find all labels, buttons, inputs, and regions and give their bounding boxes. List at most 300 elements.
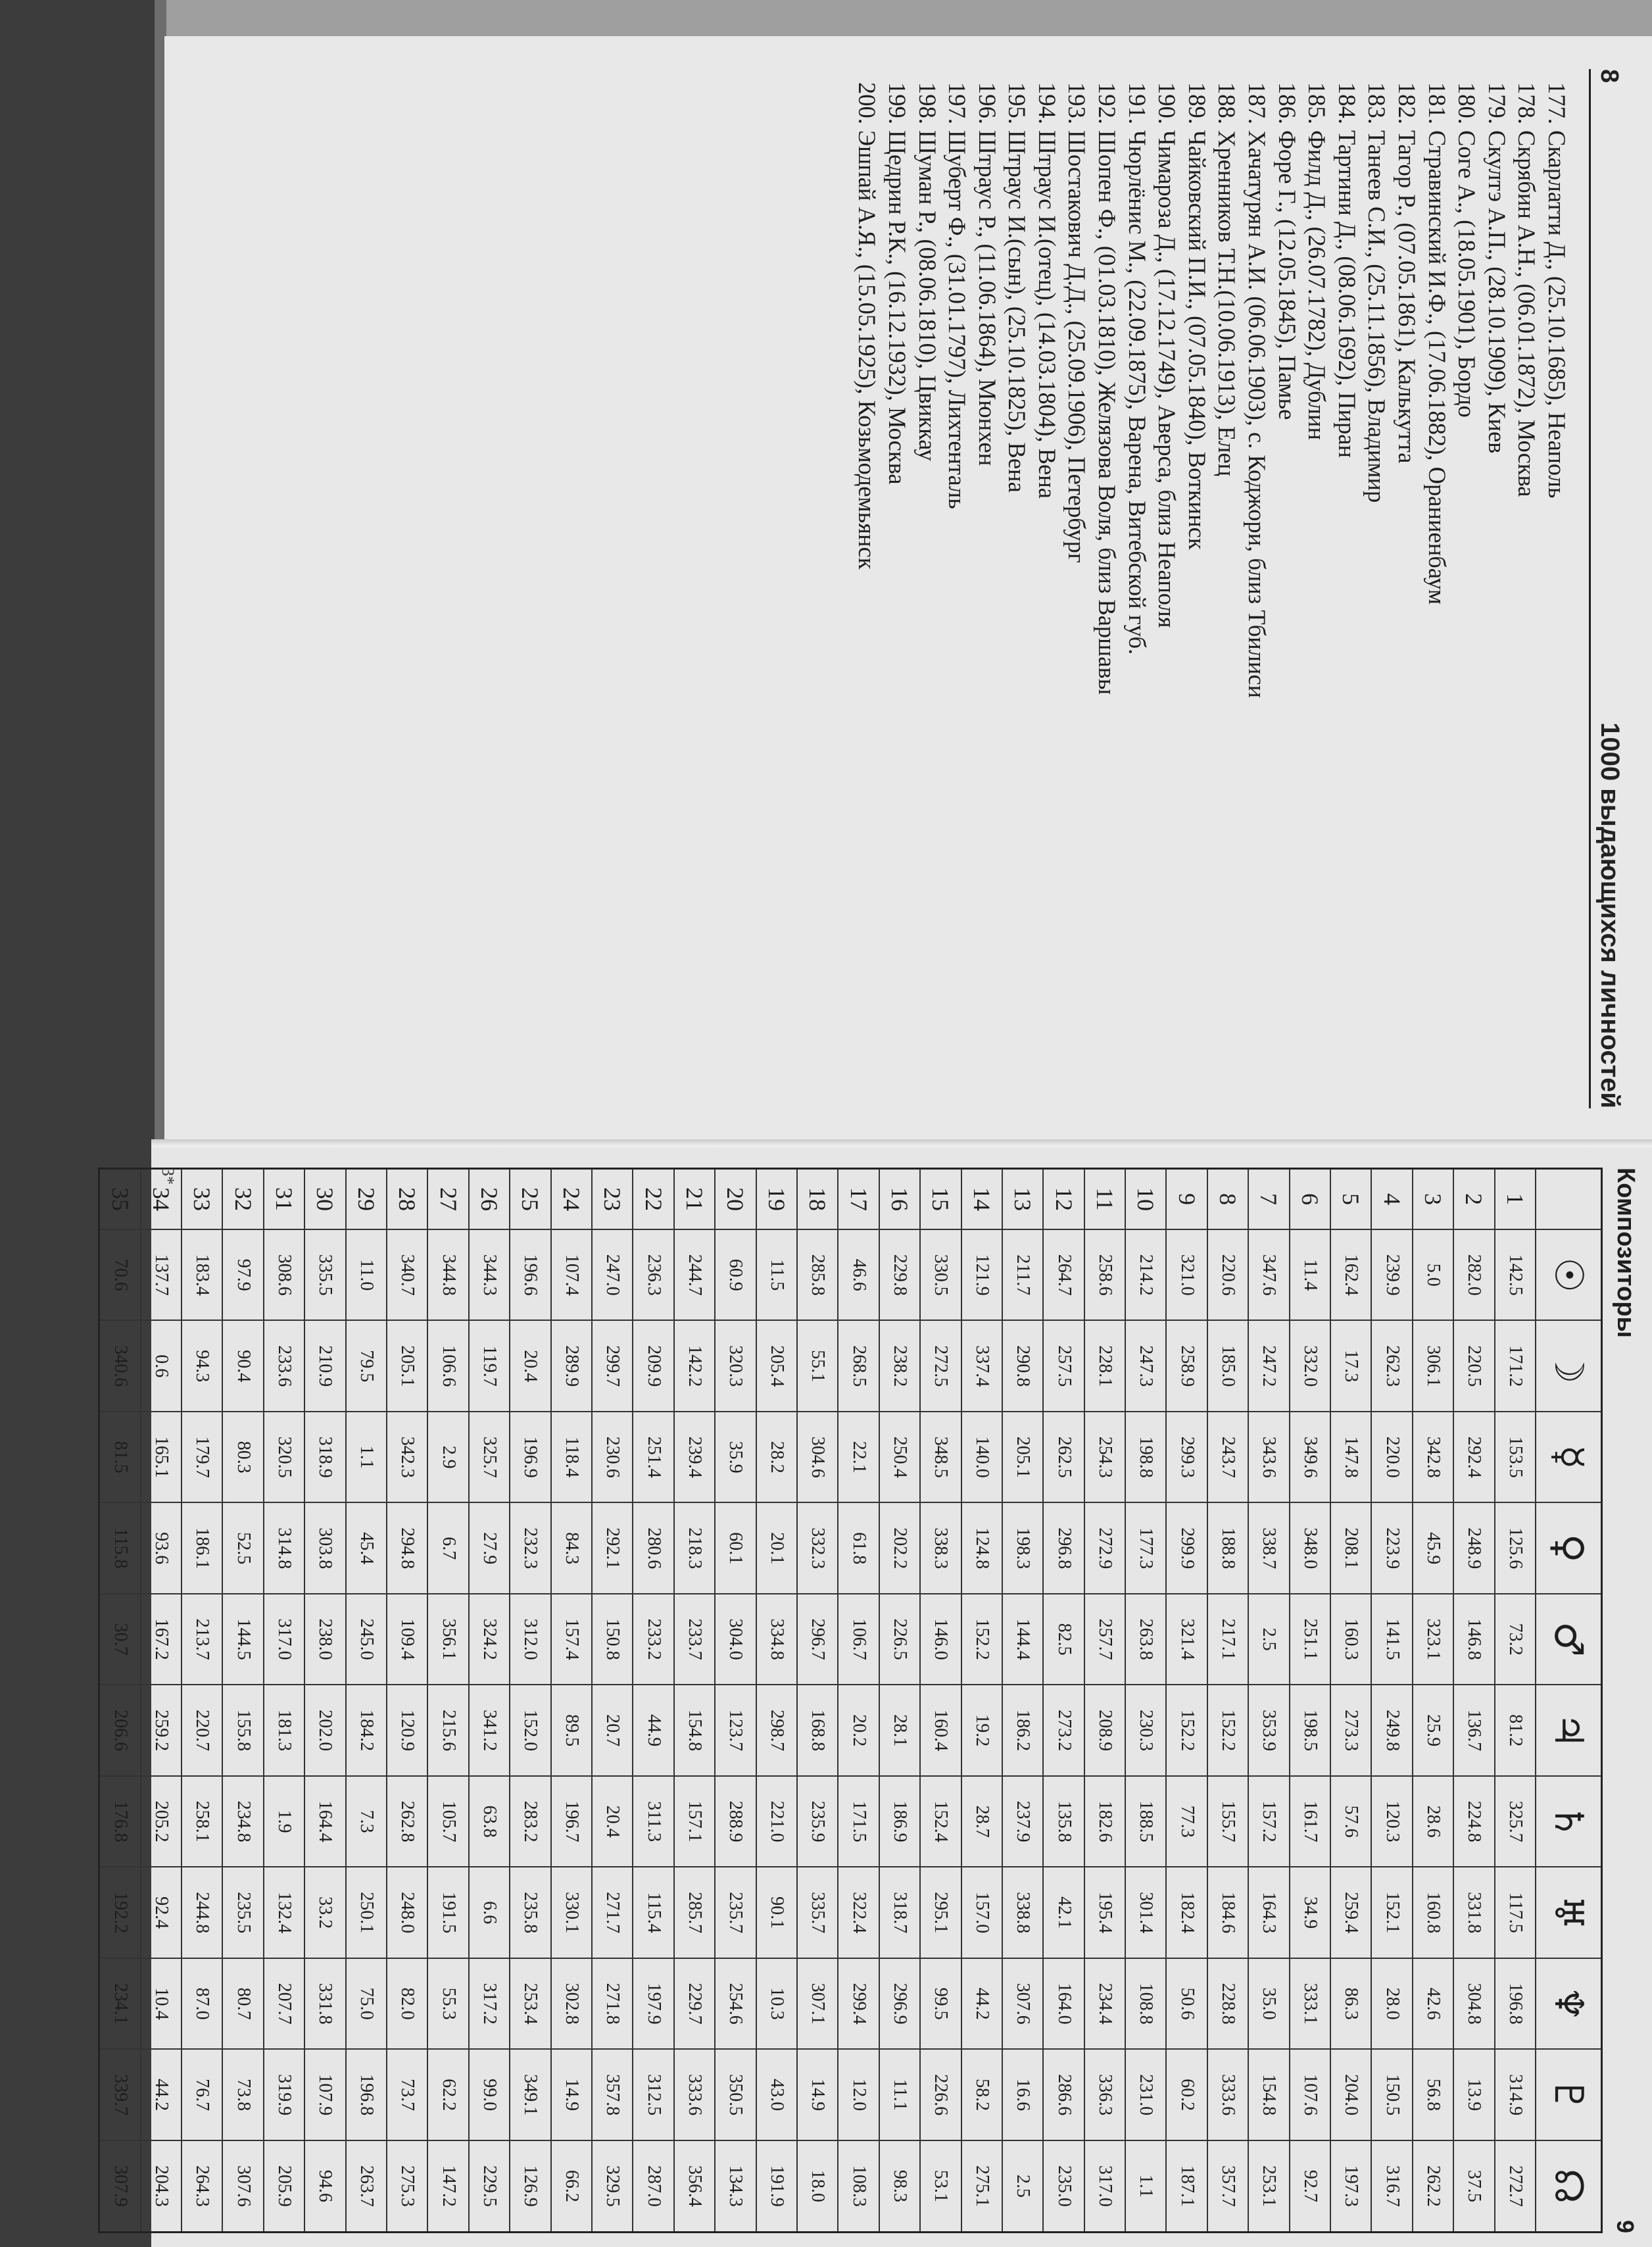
row-index: 10	[1125, 1169, 1166, 1230]
table-cell: 217.1	[1207, 1594, 1248, 1685]
table-cell: 141.5	[1371, 1594, 1412, 1685]
table-cell: 235.7	[715, 1867, 756, 1958]
table-cell: 13.9	[1453, 2049, 1494, 2140]
table-cell: 186.2	[1002, 1685, 1043, 1775]
table-cell: 157.4	[551, 1594, 592, 1685]
table-row	[1207, 1169, 1248, 2233]
table-row	[756, 1169, 797, 2233]
table-heading	[1611, 1168, 1644, 2233]
table-cell: 44.2	[961, 1958, 1002, 2049]
table-cell: 238.2	[879, 1320, 920, 1411]
table-cell: 245.0	[346, 1594, 387, 1685]
table-cell: 208.9	[1084, 1685, 1125, 1775]
table-cell: 229.5	[469, 2140, 510, 2233]
row-index: 31	[264, 1169, 304, 1230]
table-cell: 204.0	[1330, 2049, 1371, 2140]
row-index: 35	[99, 1169, 141, 1230]
table-cell: 272.5	[920, 1320, 961, 1411]
composer-entry: 188. Хренников Т.Н.(10.06.1913), Елец	[1213, 82, 1241, 477]
table-cell: 6.6	[469, 1867, 510, 1958]
table-cell: 257.5	[1043, 1320, 1084, 1411]
table-cell: 160.8	[1413, 1867, 1453, 1958]
table-cell: 93.6	[141, 1502, 182, 1593]
table-cell: 295.1	[920, 1867, 961, 1958]
table-cell: 10.3	[756, 1958, 797, 2049]
table-cell: 264.7	[1043, 1229, 1084, 1320]
table-cell: 70.6	[99, 1229, 141, 1320]
table-row	[182, 1169, 222, 2233]
table-cell: 273.2	[1043, 1685, 1084, 1775]
table-cell: 220.5	[1453, 1320, 1494, 1411]
table-cell: 60.9	[715, 1229, 756, 1320]
row-index: 4	[1371, 1169, 1412, 1230]
table-cell: 233.6	[264, 1320, 304, 1411]
table-cell: 106.6	[427, 1320, 468, 1411]
table-cell: 160.3	[1330, 1594, 1371, 1685]
table-row	[1084, 1169, 1125, 2233]
table-cell: 157.1	[674, 1776, 715, 1867]
table-cell: 161.7	[1290, 1776, 1330, 1867]
table-cell: 147.2	[427, 2140, 468, 2233]
row-index: 24	[551, 1169, 592, 1230]
mercury-icon: ☿	[1536, 1412, 1602, 1502]
table-cell: 182.4	[1166, 1867, 1207, 1958]
table-cell: 207.7	[264, 1958, 304, 2049]
table-row	[1166, 1169, 1207, 2233]
table-cell: 6.7	[427, 1502, 468, 1593]
table-cell: 62.2	[427, 2049, 468, 2140]
table-cell: 27.9	[469, 1502, 510, 1593]
table-row	[1495, 1169, 1536, 2233]
table-cell: 73.7	[387, 2049, 427, 2140]
table-cell: 94.3	[182, 1320, 222, 1411]
table-cell: 209.9	[633, 1320, 673, 1411]
table-cell: 157.2	[1248, 1776, 1289, 1867]
table-cell: 321.4	[1166, 1594, 1207, 1685]
table-cell: 60.1	[715, 1502, 756, 1593]
table-cell: 271.8	[592, 1958, 633, 2049]
table-cell: 20.4	[510, 1320, 550, 1411]
table-cell: 144.5	[223, 1594, 264, 1685]
left-page-content	[164, 36, 1652, 1148]
table-cell: 317.0	[264, 1594, 304, 1685]
table-cell: 344.8	[427, 1229, 468, 1320]
table-cell: 271.7	[592, 1867, 633, 1958]
table-cell: 137.7	[141, 1229, 182, 1320]
table-cell: 87.0	[182, 1958, 222, 2049]
composer-entry: 186. Форе Г., (12.05.1845), Памье	[1273, 82, 1301, 420]
table-cell: 80.3	[223, 1412, 264, 1502]
table-cell: 184.2	[346, 1685, 387, 1775]
table-cell: 325.7	[469, 1412, 510, 1502]
table-cell: 160.4	[920, 1685, 961, 1775]
table-cell: 333.6	[1207, 2049, 1248, 2140]
table-cell: 243.7	[1207, 1412, 1248, 1502]
table-cell: 275.1	[961, 2140, 1002, 2233]
table-cell: 258.6	[1084, 1229, 1125, 1320]
composer-entry: 198. Шуман Р., (08.06.1810), Цвиккау	[913, 82, 941, 461]
table-cell: 210.9	[304, 1320, 345, 1411]
table-cell: 264.3	[182, 2140, 222, 2233]
table-cell: 75.0	[346, 1958, 387, 2049]
row-index: 18	[797, 1169, 838, 1230]
table-cell: 304.6	[797, 1412, 838, 1502]
table-row	[141, 1169, 182, 2233]
table-cell: 82.5	[1043, 1594, 1084, 1685]
table-cell: 197.3	[1330, 2140, 1371, 2233]
table-cell: 73.2	[1495, 1594, 1536, 1685]
table-body	[99, 1169, 1536, 2233]
table-row	[1413, 1169, 1453, 2233]
node-icon: ☊	[1536, 2140, 1602, 2233]
table-cell: 330.1	[551, 1867, 592, 1958]
table-cell: 288.9	[715, 1776, 756, 1867]
table-cell: 282.0	[1453, 1229, 1494, 1320]
table-cell: 16.6	[1002, 2049, 1043, 2140]
table-cell: 153.5	[1495, 1412, 1536, 1502]
table-cell: 81.2	[1495, 1685, 1536, 1775]
table-cell: 185.0	[1207, 1320, 1248, 1411]
table-cell: 337.4	[961, 1320, 1002, 1411]
table-cell: 191.5	[427, 1867, 468, 1958]
table-cell: 120.9	[387, 1685, 427, 1775]
table-cell: 298.7	[756, 1685, 797, 1775]
row-index: 34	[141, 1169, 182, 1230]
table-cell: 58.2	[961, 2049, 1002, 2140]
table-cell: 12.0	[838, 2049, 879, 2140]
table-cell: 150.8	[592, 1594, 633, 1685]
composer-list	[852, 82, 1572, 1108]
table-cell: 247.0	[592, 1229, 633, 1320]
table-cell: 340.7	[387, 1229, 427, 1320]
composer-entry: 183. Танеев С.И., (25.11.1856), Владимир	[1363, 82, 1391, 503]
table-cell: 187.1	[1166, 2140, 1207, 2233]
table-cell: 42.6	[1413, 1958, 1453, 2049]
composer-entry: 191. Чюрлёнис М., (22.09.1875), Варена, Витебской губ.	[1123, 82, 1151, 655]
table-cell: 317.2	[469, 1958, 510, 2049]
table-cell: 341.2	[469, 1685, 510, 1775]
table-cell: 108.8	[1125, 1958, 1166, 2049]
table-cell: 198.3	[1002, 1502, 1043, 1593]
table-cell: 228.8	[1207, 1958, 1248, 2049]
table-cell: 177.3	[1125, 1502, 1166, 1593]
table-cell: 289.9	[551, 1320, 592, 1411]
table-cell: 303.8	[304, 1502, 345, 1593]
composer-entry: 177. Скарлатти Д., (25.10.1685), Неаполь	[1543, 82, 1570, 499]
table-cell: 45.9	[1413, 1502, 1453, 1593]
table-cell: 196.9	[510, 1412, 550, 1502]
table-cell: 299.7	[592, 1320, 633, 1411]
table-cell: 320.3	[715, 1320, 756, 1411]
row-index: 22	[633, 1169, 673, 1230]
table-cell: 318.7	[879, 1867, 920, 1958]
table-cell: 244.7	[674, 1229, 715, 1320]
table-cell: 136.7	[1453, 1685, 1494, 1775]
composer-entry: 189. Чайковский П.И., (07.05.1840), Воткинск	[1183, 82, 1211, 550]
table-cell: 296.8	[1043, 1502, 1084, 1593]
table-cell: 349.1	[510, 2049, 550, 2140]
table-cell: 334.8	[756, 1594, 797, 1685]
table-cell: 44.9	[633, 1685, 673, 1775]
moon-icon: ☽	[1536, 1320, 1602, 1411]
table-row	[346, 1169, 387, 2233]
page-number-left: 8	[1595, 69, 1623, 84]
table-cell: 211.7	[1002, 1229, 1043, 1320]
row-index: 29	[346, 1169, 387, 1230]
composer-entry: 192. Шопен Ф., (01.03.1810), Желязова Воля, близ Варшавы	[1094, 82, 1121, 695]
table-cell: 250.1	[346, 1867, 387, 1958]
table-row	[1453, 1169, 1494, 2233]
table-row	[1125, 1169, 1166, 2233]
table-cell: 11.0	[346, 1229, 387, 1320]
row-index: 30	[304, 1169, 345, 1230]
table-row	[264, 1169, 304, 2233]
table-cell: 231.0	[1125, 2049, 1166, 2140]
table-cell: 44.2	[141, 2049, 182, 2140]
row-index: 14	[961, 1169, 1002, 1230]
table-cell: 17.3	[1330, 1320, 1371, 1411]
table-cell: 235.9	[797, 1776, 838, 1867]
row-index: 27	[427, 1169, 468, 1230]
symbol-header-row	[1536, 1169, 1602, 2233]
table-cell: 165.1	[141, 1412, 182, 1502]
table-cell: 11.1	[879, 2049, 920, 2140]
table-row	[715, 1169, 756, 2233]
table-cell: 1.1	[1125, 2140, 1166, 2233]
table-cell: 218.3	[674, 1502, 715, 1593]
table-cell: 186.1	[182, 1502, 222, 1593]
table-cell: 198.5	[1290, 1685, 1330, 1775]
table-cell: 20.1	[756, 1502, 797, 1593]
table-cell: 50.6	[1166, 1958, 1207, 2049]
table-cell: 171.2	[1495, 1320, 1536, 1411]
index-header-cell	[1536, 1169, 1602, 1230]
table-cell: 239.4	[674, 1412, 715, 1502]
table-cell: 73.8	[223, 2049, 264, 2140]
row-index: 1	[1495, 1169, 1536, 1230]
table-cell: 335.5	[304, 1229, 345, 1320]
table-row	[427, 1169, 468, 2233]
table-cell: 213.7	[182, 1594, 222, 1685]
table-cell: 249.8	[1371, 1685, 1412, 1775]
table-cell: 347.6	[1248, 1229, 1289, 1320]
table-cell: 304.0	[715, 1594, 756, 1685]
table-cell: 223.9	[1371, 1502, 1412, 1593]
table-row	[551, 1169, 592, 2233]
table-cell: 154.8	[1248, 2049, 1289, 2140]
table-cell: 84.3	[551, 1502, 592, 1593]
row-index: 23	[592, 1169, 633, 1230]
right-page-content	[107, 1148, 1652, 2247]
table-cell: 322.4	[838, 1867, 879, 1958]
row-index: 5	[1330, 1169, 1371, 1230]
table-cell: 348.5	[920, 1412, 961, 1502]
table-cell: 220.0	[1371, 1412, 1412, 1502]
table-cell: 42.1	[1043, 1867, 1084, 1958]
table-cell: 325.7	[1495, 1776, 1536, 1867]
table-cell: 162.4	[1330, 1229, 1371, 1320]
table-cell: 152.1	[1371, 1867, 1412, 1958]
table-cell: 197.9	[633, 1958, 673, 2049]
table-cell: 86.3	[1330, 1958, 1371, 2049]
table-cell: 233.7	[674, 1594, 715, 1685]
row-index: 2	[1453, 1169, 1494, 1230]
table-cell: 89.5	[551, 1685, 592, 1775]
table-cell: 333.1	[1290, 1958, 1330, 2049]
table-cell: 144.4	[1002, 1594, 1043, 1685]
table-cell: 299.3	[1166, 1412, 1207, 1502]
row-index: 25	[510, 1169, 550, 1230]
table-cell: 262.8	[387, 1776, 427, 1867]
row-index: 12	[1043, 1169, 1084, 1230]
composer-entry: 200. Эшпай А.Я., (15.05.1925), Козьмодемьянск	[854, 82, 881, 570]
row-index: 8	[1207, 1169, 1248, 1230]
table-cell: 307.6	[223, 2140, 264, 2233]
table-cell: 235.0	[1043, 2140, 1084, 2233]
table-caption: Композиторы	[1612, 1168, 1640, 1338]
table-cell: 164.4	[304, 1776, 345, 1867]
table-cell: 119.7	[469, 1320, 510, 1411]
table-cell: 97.9	[223, 1229, 264, 1320]
row-index: 28	[387, 1169, 427, 1230]
table-cell: 330.5	[920, 1229, 961, 1320]
table-cell: 320.5	[264, 1412, 304, 1502]
table-cell: 140.0	[961, 1412, 1002, 1502]
table-cell: 253.4	[510, 1958, 550, 2049]
table-cell: 323.1	[1413, 1594, 1453, 1685]
table-cell: 235.5	[223, 1867, 264, 1958]
table-cell: 339.7	[99, 2049, 141, 2140]
table-cell: 248.0	[387, 1867, 427, 1958]
table-row	[592, 1169, 633, 2233]
table-cell: 332.3	[797, 1502, 838, 1593]
composer-entry: 178. Скрябин А.Н., (06.01.1872), Москва	[1513, 82, 1541, 497]
table-cell: 220.6	[1207, 1229, 1248, 1320]
table-cell: 35.0	[1248, 1958, 1289, 2049]
table-cell: 125.6	[1495, 1502, 1536, 1593]
table-cell: 7.3	[346, 1776, 387, 1867]
table-cell: 80.7	[223, 1958, 264, 2049]
table-cell: 283.2	[510, 1776, 550, 1867]
table-cell: 37.5	[1453, 2140, 1494, 2233]
table-cell: 205.1	[387, 1320, 427, 1411]
table-cell: 205.2	[141, 1776, 182, 1867]
table-cell: 55.1	[797, 1320, 838, 1411]
table-cell: 286.6	[1043, 2049, 1084, 2140]
table-row	[469, 1169, 510, 2233]
table-cell: 332.0	[1290, 1320, 1330, 1411]
table-cell: 285.8	[797, 1229, 838, 1320]
table-cell: 331.8	[1453, 1867, 1494, 1958]
neptune-icon: ♆	[1536, 1958, 1602, 2049]
table-cell: 99.5	[920, 1958, 961, 2049]
table-cell: 28.6	[1413, 1776, 1453, 1867]
table-cell: 224.8	[1453, 1776, 1494, 1867]
table-cell: 20.2	[838, 1685, 879, 1775]
table-cell: 198.8	[1125, 1412, 1166, 1502]
table-cell: 229.7	[674, 1958, 715, 2049]
table-cell: 192.2	[99, 1867, 141, 1958]
table-cell: 344.3	[469, 1229, 510, 1320]
table-cell: 79.5	[346, 1320, 387, 1411]
table-row	[1248, 1169, 1289, 2233]
composer-entry: 179. Скултэ А.П., (28.10.1909), Киев	[1483, 82, 1511, 454]
table-cell: 254.6	[715, 1958, 756, 2049]
table-cell: 234.8	[223, 1776, 264, 1867]
table-cell: 353.9	[1248, 1685, 1289, 1775]
table-cell: 92.4	[141, 1867, 182, 1958]
table-cell: 142.2	[674, 1320, 715, 1411]
table-cell: 230.3	[1125, 1685, 1166, 1775]
composer-entry: 199. Щедрин Р.К., (16.12.1932), Москва	[883, 82, 911, 485]
composer-entry: 190. Чимароза Д., (17.12.1749), Аверса, близ Неаполя	[1154, 82, 1181, 628]
table-cell: 343.6	[1248, 1412, 1289, 1502]
table-cell: 2.9	[427, 1412, 468, 1502]
table-cell: 43.0	[756, 2049, 797, 2140]
table-cell: 356.1	[427, 1594, 468, 1685]
table-cell: 273.3	[1330, 1685, 1371, 1775]
table-cell: 280.6	[633, 1502, 673, 1593]
table-cell: 10.4	[141, 1958, 182, 2049]
table-cell: 152.2	[1166, 1685, 1207, 1775]
table-cell: 285.7	[674, 1867, 715, 1958]
table-cell: 108.3	[838, 2140, 879, 2233]
table-cell: 205.1	[1002, 1412, 1043, 1502]
table-cell: 181.3	[264, 1685, 304, 1775]
table-cell: 307.6	[1002, 1958, 1043, 2049]
table-row	[510, 1169, 550, 2233]
table-cell: 275.3	[387, 2140, 427, 2233]
table-cell: 150.5	[1371, 2049, 1412, 2140]
table-cell: 319.9	[264, 2049, 304, 2140]
table-cell: 357.7	[1207, 2140, 1248, 2233]
table-cell: 228.1	[1084, 1320, 1125, 1411]
table-cell: 55.3	[427, 1958, 468, 2049]
table-cell: 94.6	[304, 2140, 345, 2233]
table-cell: 196.7	[551, 1776, 592, 1867]
table-cell: 248.9	[1453, 1502, 1494, 1593]
table-cell: 186.9	[879, 1776, 920, 1867]
table-cell: 28.0	[1371, 1958, 1412, 2049]
table-cell: 179.7	[182, 1412, 222, 1502]
row-index: 33	[182, 1169, 222, 1230]
table-cell: 302.8	[551, 1958, 592, 2049]
row-index: 20	[715, 1169, 756, 1230]
table-cell: 2.5	[1248, 1594, 1289, 1685]
table-cell: 152.0	[510, 1685, 550, 1775]
venus-icon: ♀	[1536, 1502, 1602, 1593]
table-cell: 20.4	[592, 1776, 633, 1867]
table-cell: 135.8	[1043, 1776, 1084, 1867]
table-cell: 208.1	[1330, 1502, 1371, 1593]
table-cell: 121.9	[961, 1229, 1002, 1320]
table-cell: 45.4	[346, 1502, 387, 1593]
table-cell: 321.0	[1166, 1229, 1207, 1320]
table-cell: 329.5	[592, 2140, 633, 2233]
table-cell: 226.6	[920, 2049, 961, 2140]
table-cell: 152.2	[1207, 1685, 1248, 1775]
table-cell: 338.3	[920, 1502, 961, 1593]
table-cell: 258.9	[1166, 1320, 1207, 1411]
table-cell: 134.3	[715, 2140, 756, 2233]
table-cell: 105.7	[427, 1776, 468, 1867]
table-cell: 90.4	[223, 1320, 264, 1411]
row-index: 7	[1248, 1169, 1289, 1230]
composer-entry: 197. Шуберт Ф., (31.01.1797), Лихтенталь	[944, 82, 971, 509]
table-cell: 247.3	[1125, 1320, 1166, 1411]
table-cell: 35.9	[715, 1412, 756, 1502]
table-cell: 307.9	[99, 2140, 141, 2233]
